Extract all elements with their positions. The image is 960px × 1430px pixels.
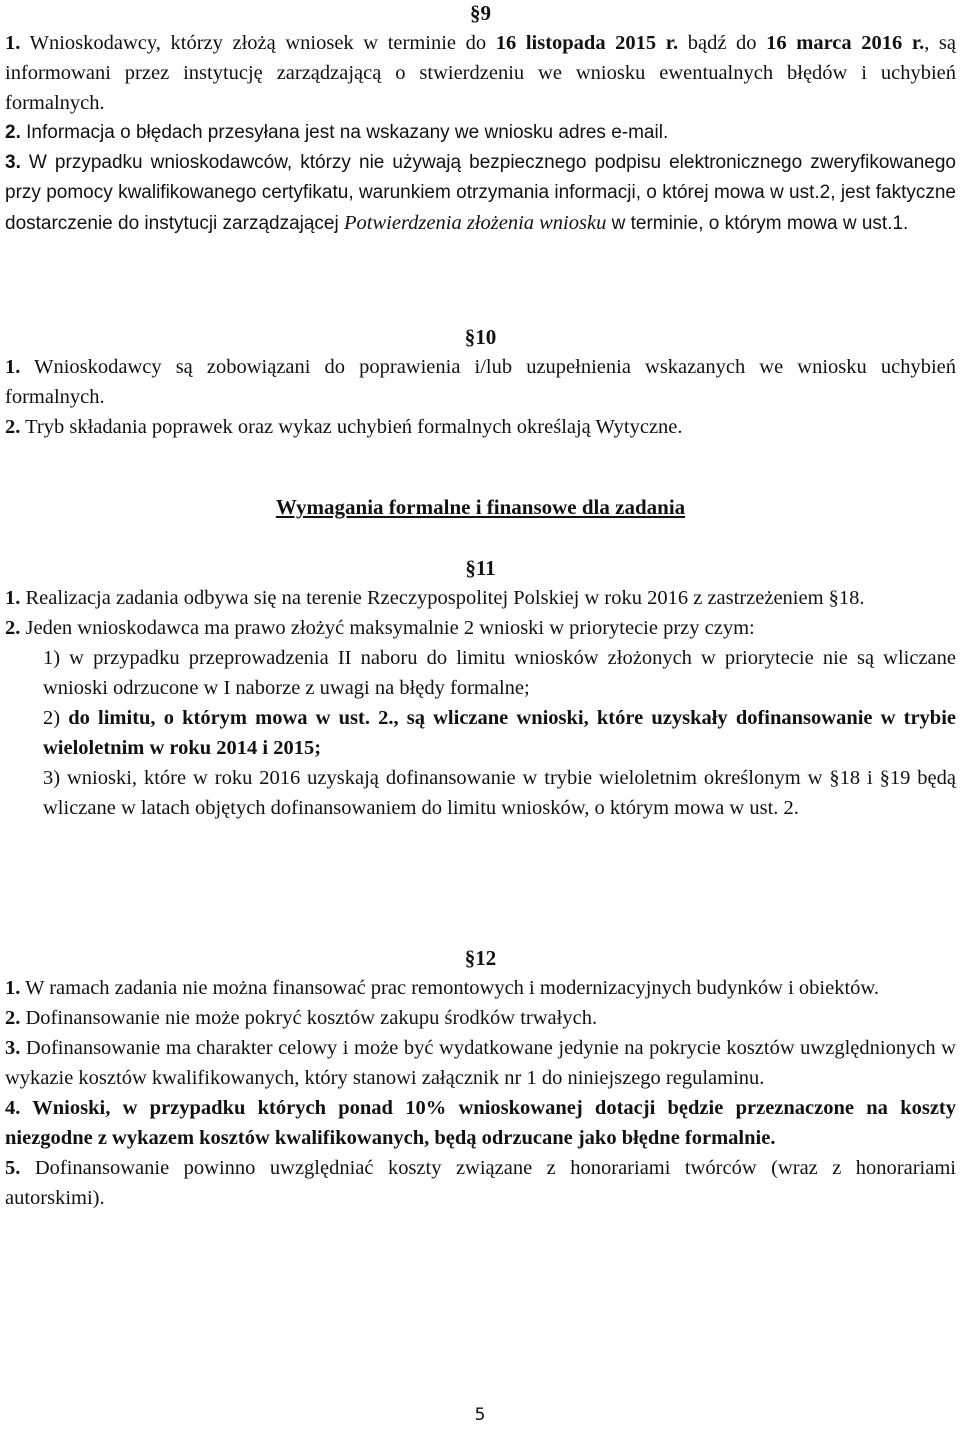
- s12-paragraph-4: 4. Wnioski, w przypadku których ponad 10% wnioskowanej dotacji będzie przeznaczone na koszty niezgodne z wykazem kosztów kwalifikowanych, będą odrzucane jako błędne formalnie.: [5, 1097, 956, 1149]
- section-11-heading: §11: [465, 556, 496, 580]
- section-12-heading: §12: [464, 946, 497, 970]
- section-10-heading: §10: [464, 325, 497, 349]
- s11-paragraph-1: 1. Realizacja zadania odbywa się na terenie Rzeczypospolitej Polskiej w roku 2016 z zastrzeżeniem §18.: [5, 587, 865, 609]
- s12-paragraph-2: 2. Dofinansowanie nie może pokryć kosztów zakupu środków trwałych.: [5, 1007, 598, 1029]
- s11-paragraph-2: 2. Jeden wnioskodawca ma prawo złożyć maksymalnie 2 wnioski w priorytecie przy czym:: [5, 617, 755, 639]
- section-9-heading: §9: [470, 1, 491, 25]
- section-title: Wymagania formalne i finansowe dla zadania: [275, 495, 686, 519]
- s9-paragraph-1: 1. Wnioskodawcy, którzy złożą wniosek w terminie do 16 listopada 2015 r. bądź do 16 marca 2016 r., są informowani przez instytucję zarządzającą o stwierdzeniu we wniosku ewentualnych błędów i uchybień formalnych.: [5, 32, 957, 114]
- section-9: [5, 0, 956, 239]
- section-10: [5, 322, 956, 442]
- s9-paragraph-2: 2. Informacja o błędach przesyłana jest na wskazany we wniosku adres e-mail.: [5, 122, 669, 143]
- s11-item-2: 2) do limitu, o którym mowa w ust. 2., są wliczane wnioski, które uzyskały dofinansowanie w trybie wieloletnim w roku 2014 i 2015;: [43, 707, 956, 759]
- s12-paragraph-1: 1. W ramach zadania nie można finansować prac remontowych i modernizacyjnych budynków i obiektów.: [5, 977, 879, 999]
- section-12: [5, 943, 956, 1213]
- s10-paragraph-1: 1. Wnioskodawcy są zobowiązani do poprawienia i/lub uzupełnienia wskazanych we wniosku uchybień formalnych.: [5, 356, 956, 408]
- s12-paragraph-3: 3. Dofinansowanie ma charakter celowy i może być wydatkowane jedynie na pokrycie kosztów uwzględnionych w wykazie kosztów kwalifikowanych, który stanowi załącznik nr 1 do niniejszego regulaminu.: [5, 1037, 956, 1089]
- s11-item-1: 1) w przypadku przeprowadzenia II naboru do limitu wniosków złożonych w priorytecie nie są wliczane wnioski odrzucone w I naborze z uwagi na błędy formalne;: [43, 647, 956, 699]
- s12-paragraph-5: 5. Dofinansowanie powinno uwzględniać koszty związane z honorariami twórców (wraz z honorariami autorskimi).: [5, 1157, 956, 1209]
- s9-paragraph-3: 3. W przypadku wnioskodawców, którzy nie używają bezpiecznego podpisu elektronicznego zweryfikowanego przy pomocy kwalifikowanego certyfikatu, warunkiem otrzymania informacji, o której mowa w ust.2, jest faktyczne dostarczenie do instytucji zarządzającej Potwierdzenia złożenia wniosku w terminie, o którym mowa w ust.1.: [5, 152, 956, 234]
- s9-p1-number: 1.: [5, 32, 21, 54]
- s11-item-3: 3) wnioski, które w roku 2016 uzyskają dofinansowanie w trybie wieloletnim określonym w §18 i §19 będą wliczane w latach objętych dofinansowaniem do limitu wniosków, o którym mowa w ust. 2.: [43, 767, 956, 819]
- section-11: [5, 553, 956, 823]
- s10-paragraph-2: 2. Tryb składania poprawek oraz wykaz uchybień formalnych określają Wytyczne.: [5, 416, 683, 438]
- page-number: 5: [474, 1405, 486, 1425]
